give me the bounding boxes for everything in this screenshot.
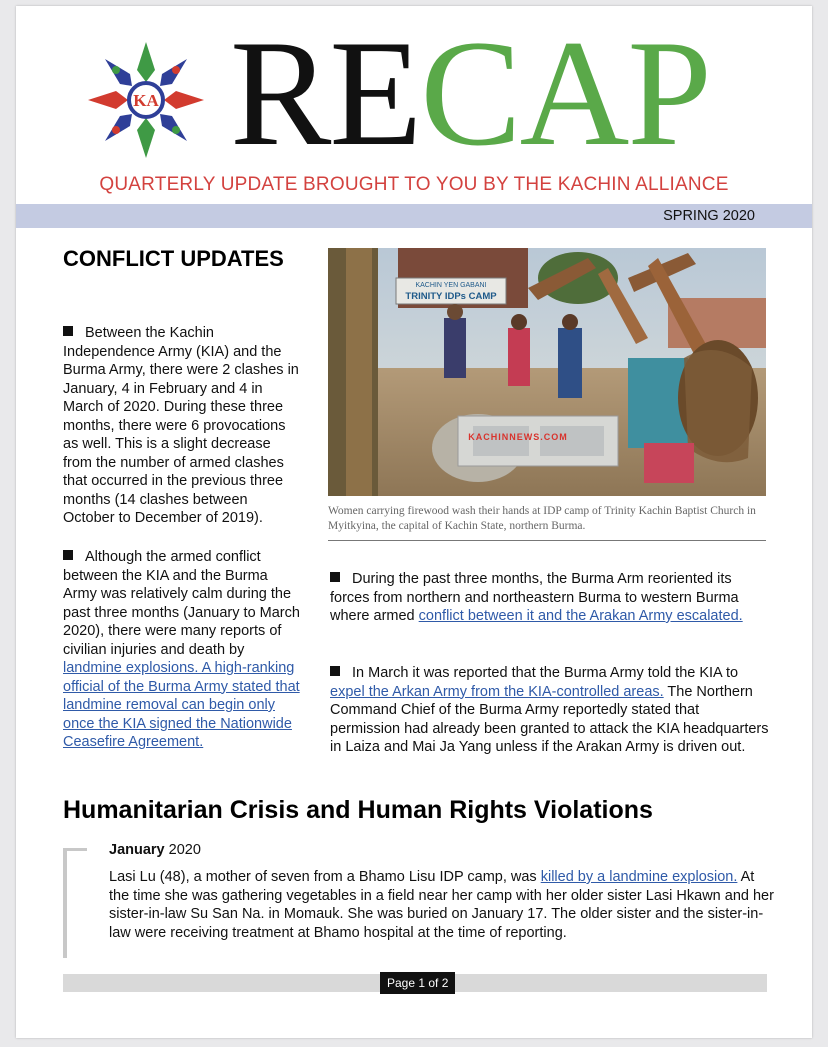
svg-text:KACHIN YEN GABANI: KACHIN YEN GABANI	[415, 282, 487, 289]
expel-arakan-army-link[interactable]: expel the Arkan Army from the KIA-controlled areas.	[330, 683, 664, 700]
bullet-square-icon	[63, 550, 73, 560]
title-cap: CAP	[420, 9, 710, 177]
landmine-explosions-link[interactable]: landmine explosions. A high-ranking official of the Burma Army stated that landmine removal can begin only once the KIA signed the Nationwide Ceasefire Agreement.	[63, 660, 300, 750]
issue-band	[16, 204, 812, 228]
kachin-alliance-logo	[86, 40, 206, 160]
bullet-square-icon	[330, 572, 340, 582]
newsletter-subtitle: QUARTERLY UPDATE BROUGHT TO YOU BY THE KACHIN ALLIANCE	[99, 174, 729, 195]
issue-season: SPRING 2020	[663, 208, 755, 224]
month-label: January 2020	[109, 842, 201, 858]
title-re: RE	[230, 9, 421, 177]
quote-bar-top	[63, 848, 87, 851]
bullet-square-icon	[330, 666, 340, 676]
landmine-killed-link[interactable]: killed by a landmine explosion.	[540, 869, 738, 885]
photo-caption: Women carrying firewood wash their hands at IDP camp of Trinity Kachin Baptist Church in Myitkyina, the capital of Kachin State, northern Burma.	[328, 505, 756, 532]
svg-text:KACHINNEWS.COM: KACHINNEWS.COM	[468, 432, 568, 442]
conflict-updates-heading: CONFLICT UPDATES	[63, 246, 284, 271]
conflict-paragraph-2: Although the armed conflict between the KIA and the Burma Army was relatively calm during the past three months (January to March 2020), there were many reports of civilian injuries and death by landmine explosions. A high-ranking official of the Burma Army stated that landmine removal can begin only once the KIA signed the Nationwide Ceasefire Agreement.	[63, 549, 300, 750]
humanitarian-paragraph: Lasi Lu (48), a mother of seven from a Bhamo Lisu IDP camp, was killed by a landmine explosion. At the time she was gathering vegetables in a field near her camp with her older sister Lasi Hkawn and her sister-in-law Su San Na. in Momauk. She was buried on January 17. The older sister and the sister-in-law were receiving treatment at Bhamo hospital at the time of reporting.	[109, 869, 774, 941]
svg-text:KA: KA	[133, 91, 159, 110]
arakan-conflict-link[interactable]: conflict between it and the Arakan Army escalated.	[418, 608, 743, 624]
newsletter-title	[230, 9, 710, 177]
page-number: Page 1 of 2	[380, 972, 455, 994]
humanitarian-heading: Humanitarian Crisis and Human Rights Violations	[63, 796, 653, 824]
svg-text:TRINITY IDPs CAMP: TRINITY IDPs CAMP	[405, 291, 497, 302]
bullet-square-icon	[63, 326, 73, 336]
idp-camp-photo	[328, 248, 766, 496]
caption-divider	[328, 540, 766, 541]
quote-bar	[63, 848, 67, 958]
conflict-paragraph-3: During the past three months, the Burma Arm reoriented its forces from northern and northeastern Burma to western Burma where armed conflict between it and the Arakan Army escalated.	[330, 571, 743, 624]
conflict-paragraph-1: Between the Kachin Independence Army (KIA) and the Burma Army, there were 2 clashes in January, 4 in February and 4 in March of 2020. During these three months, there were 6 provocations as well. This is a slight decrease from the number of armed clashes that occurred in the previous three months (14 clashes between October to December of 2019).	[63, 325, 299, 526]
newsletter-page	[16, 6, 812, 1038]
conflict-paragraph-4: In March it was reported that the Burma Army told the KIA to expel the Arkan Army from the KIA-controlled areas. The Northern Command Chief of the Burma Army reportedly stated that permission had already been granted to attack the KIA headquarters in Laiza and Mai Ja Yang unless if the Arakan Army is driven out.	[330, 665, 769, 755]
